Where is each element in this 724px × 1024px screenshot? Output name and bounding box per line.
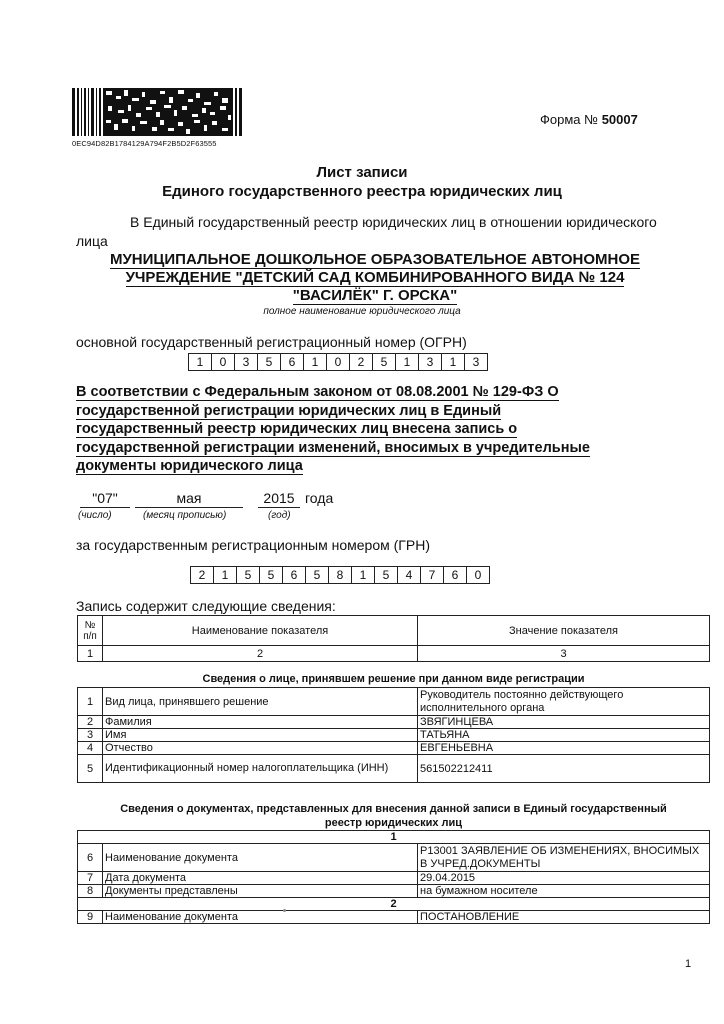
grn-digit: 1 [213,566,236,584]
organization-name [80,251,670,305]
grn-digit: 7 [420,566,443,584]
row-name: Имя [103,729,418,742]
row-name: Фамилия [103,716,418,729]
row-value: ТАТЬЯНА [418,729,710,742]
row-name: Наименование документа [103,844,418,872]
grn-digit: 5 [374,566,397,584]
col-value-header: Значение показателя [418,616,710,646]
law-line2: государственной регистрации юридических лиц в Единый [76,402,502,419]
decision-maker-table [77,687,710,783]
grn-digit: 8 [328,566,351,584]
intro-text-line1: В Единый государственный реестр юридических лиц в отношении юридического [130,214,657,230]
table-row [78,755,710,783]
org-name-line2: УЧРЕЖДЕНИЕ "ДЕТСКИЙ САД КОМБИНИРОВАННОГО ВИДА № 124 [125,269,625,286]
row-value: на бумажном носителе [418,885,710,898]
ogrn-digits [188,353,488,371]
page-subtitle: Единого государственного реестра юридических лиц [162,183,562,200]
ogrn-digit: 5 [372,353,395,371]
row-value: ПОСТАНОВЛЕНИЕ [418,911,710,924]
ogrn-digit: 1 [188,353,211,371]
date-year-caption: (год) [268,510,291,521]
row-number: 6 [78,844,103,872]
date-day-caption: (число) [78,510,112,521]
page-number: 1 [685,958,692,970]
barcode-text: 0EC94D82B1784129A794F2B5D2F63555 [72,139,217,148]
row-value: Руководитель постоянно действующего исполнительного органа [418,688,710,716]
documents-table [77,830,710,924]
table-row [78,872,710,885]
record-header-table [77,615,710,662]
section-title-documents [77,802,710,830]
table-row [78,885,710,898]
col-index-2: 2 [103,646,418,662]
org-name-caption: полное наименование юридического лица [263,306,461,317]
org-name-line1: МУНИЦИПАЛЬНОЕ ДОШКОЛЬНОЕ ОБРАЗОВАТЕЛЬНОЕ АВТОНОМНОЕ [109,251,640,268]
table-row [78,688,710,716]
row-name: Отчество [103,742,418,755]
law-statement [76,383,636,476]
grn-digit: 1 [351,566,374,584]
table-row [78,742,710,755]
grn-digit: 6 [282,566,305,584]
table-row [78,911,710,924]
table-row [78,716,710,729]
grn-digit: 0 [466,566,490,584]
row-number: 4 [78,742,103,755]
date-day-line [80,507,130,508]
table-row [78,729,710,742]
law-line3: государственный реестр юридических лиц внесена запись о [76,421,518,437]
row-number: 7 [78,872,103,885]
ogrn-digit: 1 [303,353,326,371]
grn-digit: 5 [259,566,282,584]
row-value: ЗВЯГИНЦЕВА [418,716,710,729]
section-title-decision-maker: Сведения о лице, принявшем решение при данном виде регистрации [202,673,585,685]
row-value: 561502212411 [418,755,710,783]
date-suffix: года [305,490,334,506]
ogrn-digit: 0 [326,353,349,371]
group-number: 1 [78,831,710,844]
row-name: Наименование документа [103,911,418,924]
record-label: Запись содержит следующие сведения: [76,598,336,614]
date-year-line [258,507,300,508]
grn-digit: 4 [397,566,420,584]
row-value: ЕВГЕНЬЕВНА [418,742,710,755]
documents-title-line2: реестр юридических лиц [324,817,463,829]
grn-digit: 2 [190,566,213,584]
row-number: 5 [78,755,103,783]
row-number: 9 [78,911,103,924]
ogrn-digit: 5 [257,353,280,371]
scan-speck [283,909,286,912]
col-index-1: 1 [78,646,103,662]
ogrn-digit: 1 [441,353,464,371]
ogrn-digit: 2 [349,353,372,371]
barcode [72,88,244,136]
col-name-header: Наименование показателя [103,616,418,646]
row-value: 29.04.2015 [418,872,710,885]
row-name: Идентификационный номер налогоплательщика (ИНН) [103,755,418,783]
grn-label: за государственным регистрационным номером (ГРН) [76,537,430,553]
date-month-caption: (месяц прописью) [143,510,227,521]
ogrn-digit: 1 [395,353,418,371]
row-number: 2 [78,716,103,729]
group-row [78,898,710,911]
row-name: Дата документа [103,872,418,885]
org-name-line3: "ВАСИЛЁК" Г. ОРСКА" [292,287,458,304]
grn-digit: 5 [305,566,328,584]
grn-digits [190,566,490,584]
row-number: 1 [78,688,103,716]
col-num-header: № п/п [78,616,103,646]
date-day: "07" [92,490,118,506]
date-year: 2015 [263,490,295,506]
ogrn-digit: 3 [464,353,488,371]
documents-title-line1: Сведения о документах, представленных для внесения данной записи в Единый государственный [120,803,667,815]
law-line5: документы юридического лица [76,458,303,474]
grn-digit: 6 [443,566,466,584]
law-line1: В соответствии с Федеральным законом от 08.08.2001 № 129-ФЗ О [76,384,559,400]
row-number: 8 [78,885,103,898]
row-number: 3 [78,729,103,742]
row-value: Р13001 ЗАЯВЛЕНИЕ ОБ ИЗМЕНЕНИЯХ, ВНОСИМЫХ В УЧРЕД.ДОКУМЕНТЫ [418,844,710,872]
form-number-value: 50007 [601,112,638,127]
form-number [540,112,638,127]
date-month-line [135,507,243,508]
form-label: Форма № [540,112,599,127]
ogrn-label: основной государственный регистрационный номер (ОГРН) [76,334,467,350]
ogrn-digit: 3 [234,353,257,371]
ogrn-digit: 3 [418,353,441,371]
page-title: Лист записи [316,164,408,181]
col-index-3: 3 [418,646,710,662]
ogrn-digit: 6 [280,353,303,371]
ogrn-digit: 0 [211,353,234,371]
table-row [78,844,710,872]
row-name: Документы представлены [103,885,418,898]
grn-digit: 5 [236,566,259,584]
law-line4: государственной регистрации изменений, вносимых в учредительные [76,439,590,456]
group-row [78,831,710,844]
group-number: 2 [78,898,710,911]
date-month: мая [176,490,202,506]
intro-text-line2: лица [76,233,108,249]
row-name: Вид лица, принявшего решение [103,688,418,716]
